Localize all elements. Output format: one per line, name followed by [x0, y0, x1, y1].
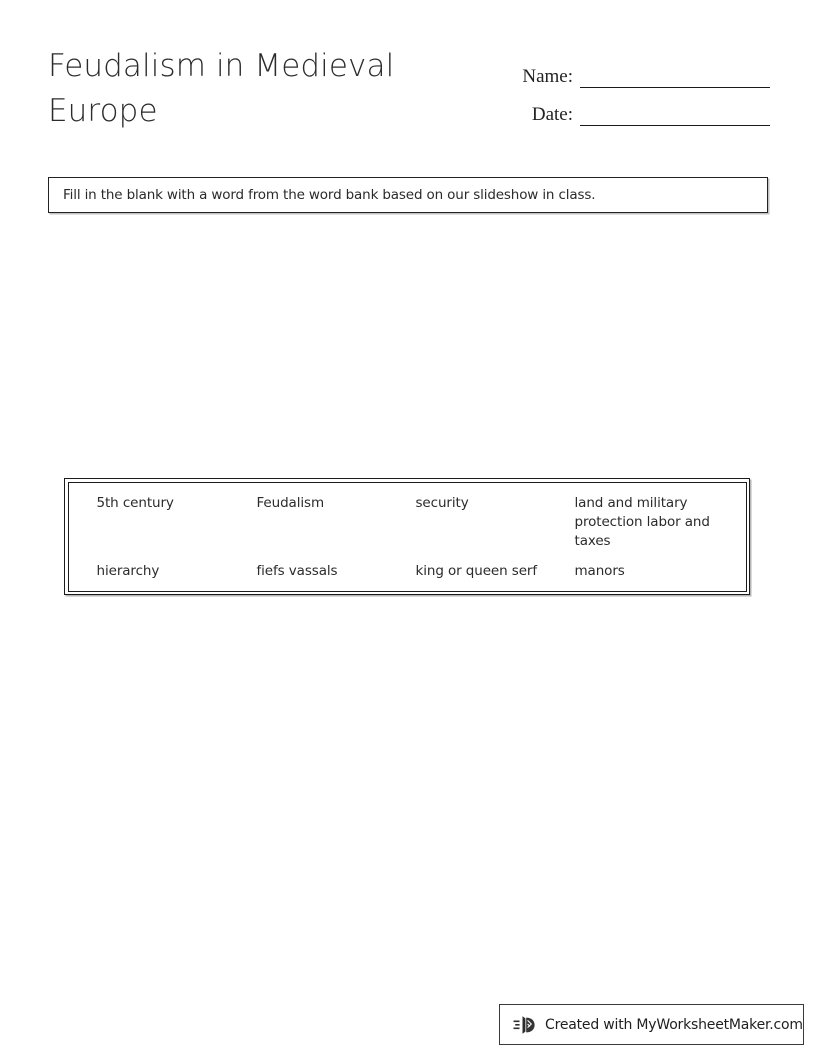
instruction-text: Fill in the blank with a word from the word bank based on our slideshow in class. — [63, 187, 596, 203]
word-bank-row — [69, 551, 746, 581]
word-bank-term: hierarchy — [96, 562, 160, 579]
name-input-line[interactable] — [580, 65, 770, 88]
name-field-row — [500, 50, 770, 88]
word-bank-term: land and military protection labor and taxes — [574, 494, 710, 549]
date-field-row — [500, 88, 770, 126]
instruction-box — [48, 177, 768, 213]
footer-attribution-badge[interactable] — [499, 1004, 804, 1045]
page-title: Feudalism in Medieval Europe — [48, 48, 395, 129]
word-bank-row — [69, 494, 746, 551]
footer-attribution-text: Created with MyWorksheetMaker.com — [545, 1016, 803, 1033]
word-bank-term: Feudalism — [256, 494, 325, 511]
word-bank-term: 5th century — [96, 494, 174, 511]
name-field-label: Name: — [522, 66, 573, 87]
name-date-block — [500, 50, 770, 126]
word-bank-term: fiefs vassals — [256, 562, 338, 579]
date-field-label: Date: — [531, 104, 573, 125]
word-bank-term: king or queen serf — [415, 562, 538, 579]
word-bank-inner-border — [68, 482, 747, 592]
date-input-line[interactable] — [580, 103, 770, 126]
word-bank-term: security — [415, 494, 469, 511]
myworksheetmaker-logo-icon — [513, 1013, 539, 1037]
word-bank-term: manors — [574, 562, 625, 579]
word-bank — [64, 478, 750, 595]
